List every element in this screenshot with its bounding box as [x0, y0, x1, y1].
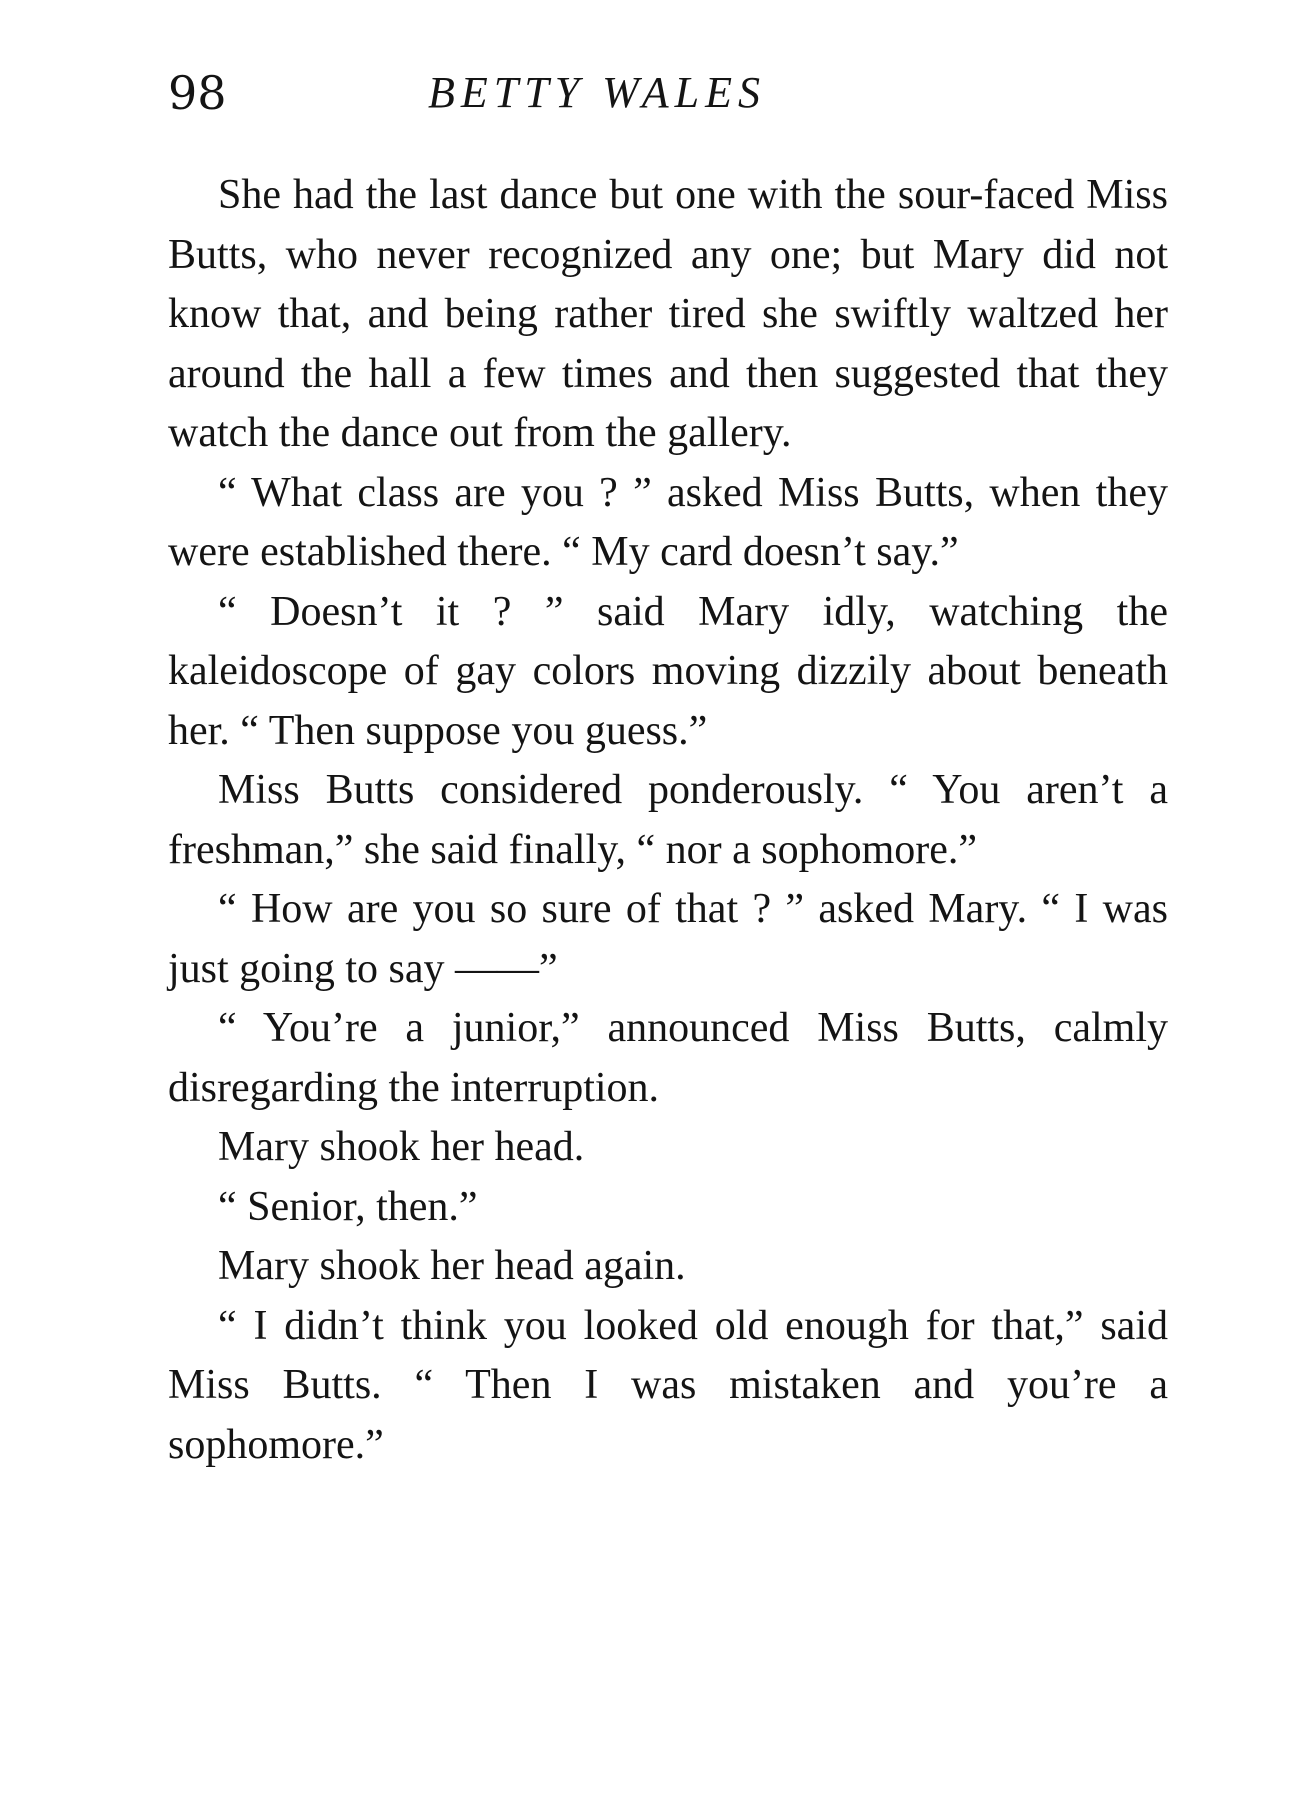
paragraph-3: “ Doesn’t it ? ” said Mary idly, watching the kaleidoscope of gay colors moving dizzily about beneath her. “ Then suppose you guess.” [168, 588, 1168, 754]
paragraph-7: Mary shook her head. [218, 1124, 585, 1170]
paragraph-8: “ Senior, then.” [218, 1183, 478, 1230]
paragraph-6: “ You’re a junior,” announced Miss Butts, calmly disregarding the interruption. [168, 1005, 1168, 1111]
paragraph-5: “ How are you so sure of that ? ” asked Mary. “ I was just going to say ——” [168, 886, 1168, 992]
running-head [168, 58, 1168, 128]
paragraph-2: “ What class are you ? ” asked Miss Butts, when they were established there. “ My card doesn’t say.” [168, 469, 1168, 575]
body-text [168, 166, 1168, 1475]
book-title: BETTY WALES [428, 68, 766, 117]
page-number: 98 [168, 66, 227, 120]
book-page [168, 58, 1168, 1475]
paragraph-10: “ I didn’t think you looked old enough for that,” said Miss Butts. “ Then I was mistaken and you’re a sophomore.” [168, 1302, 1168, 1468]
paragraph-9: Mary shook her head again. [218, 1243, 686, 1289]
paragraph-1: She had the last dance but one with the sour-faced Miss Butts, who never recognized any one; but Mary did not know that, and being rather tired she swiftly waltzed her around the hall a few times and then suggested that they watch the dance out from the gallery. [168, 172, 1168, 456]
paragraph-4: Miss Butts considered ponderously. “ You aren’t a freshman,” she said finally, “ nor a sophomore.” [168, 767, 1168, 873]
